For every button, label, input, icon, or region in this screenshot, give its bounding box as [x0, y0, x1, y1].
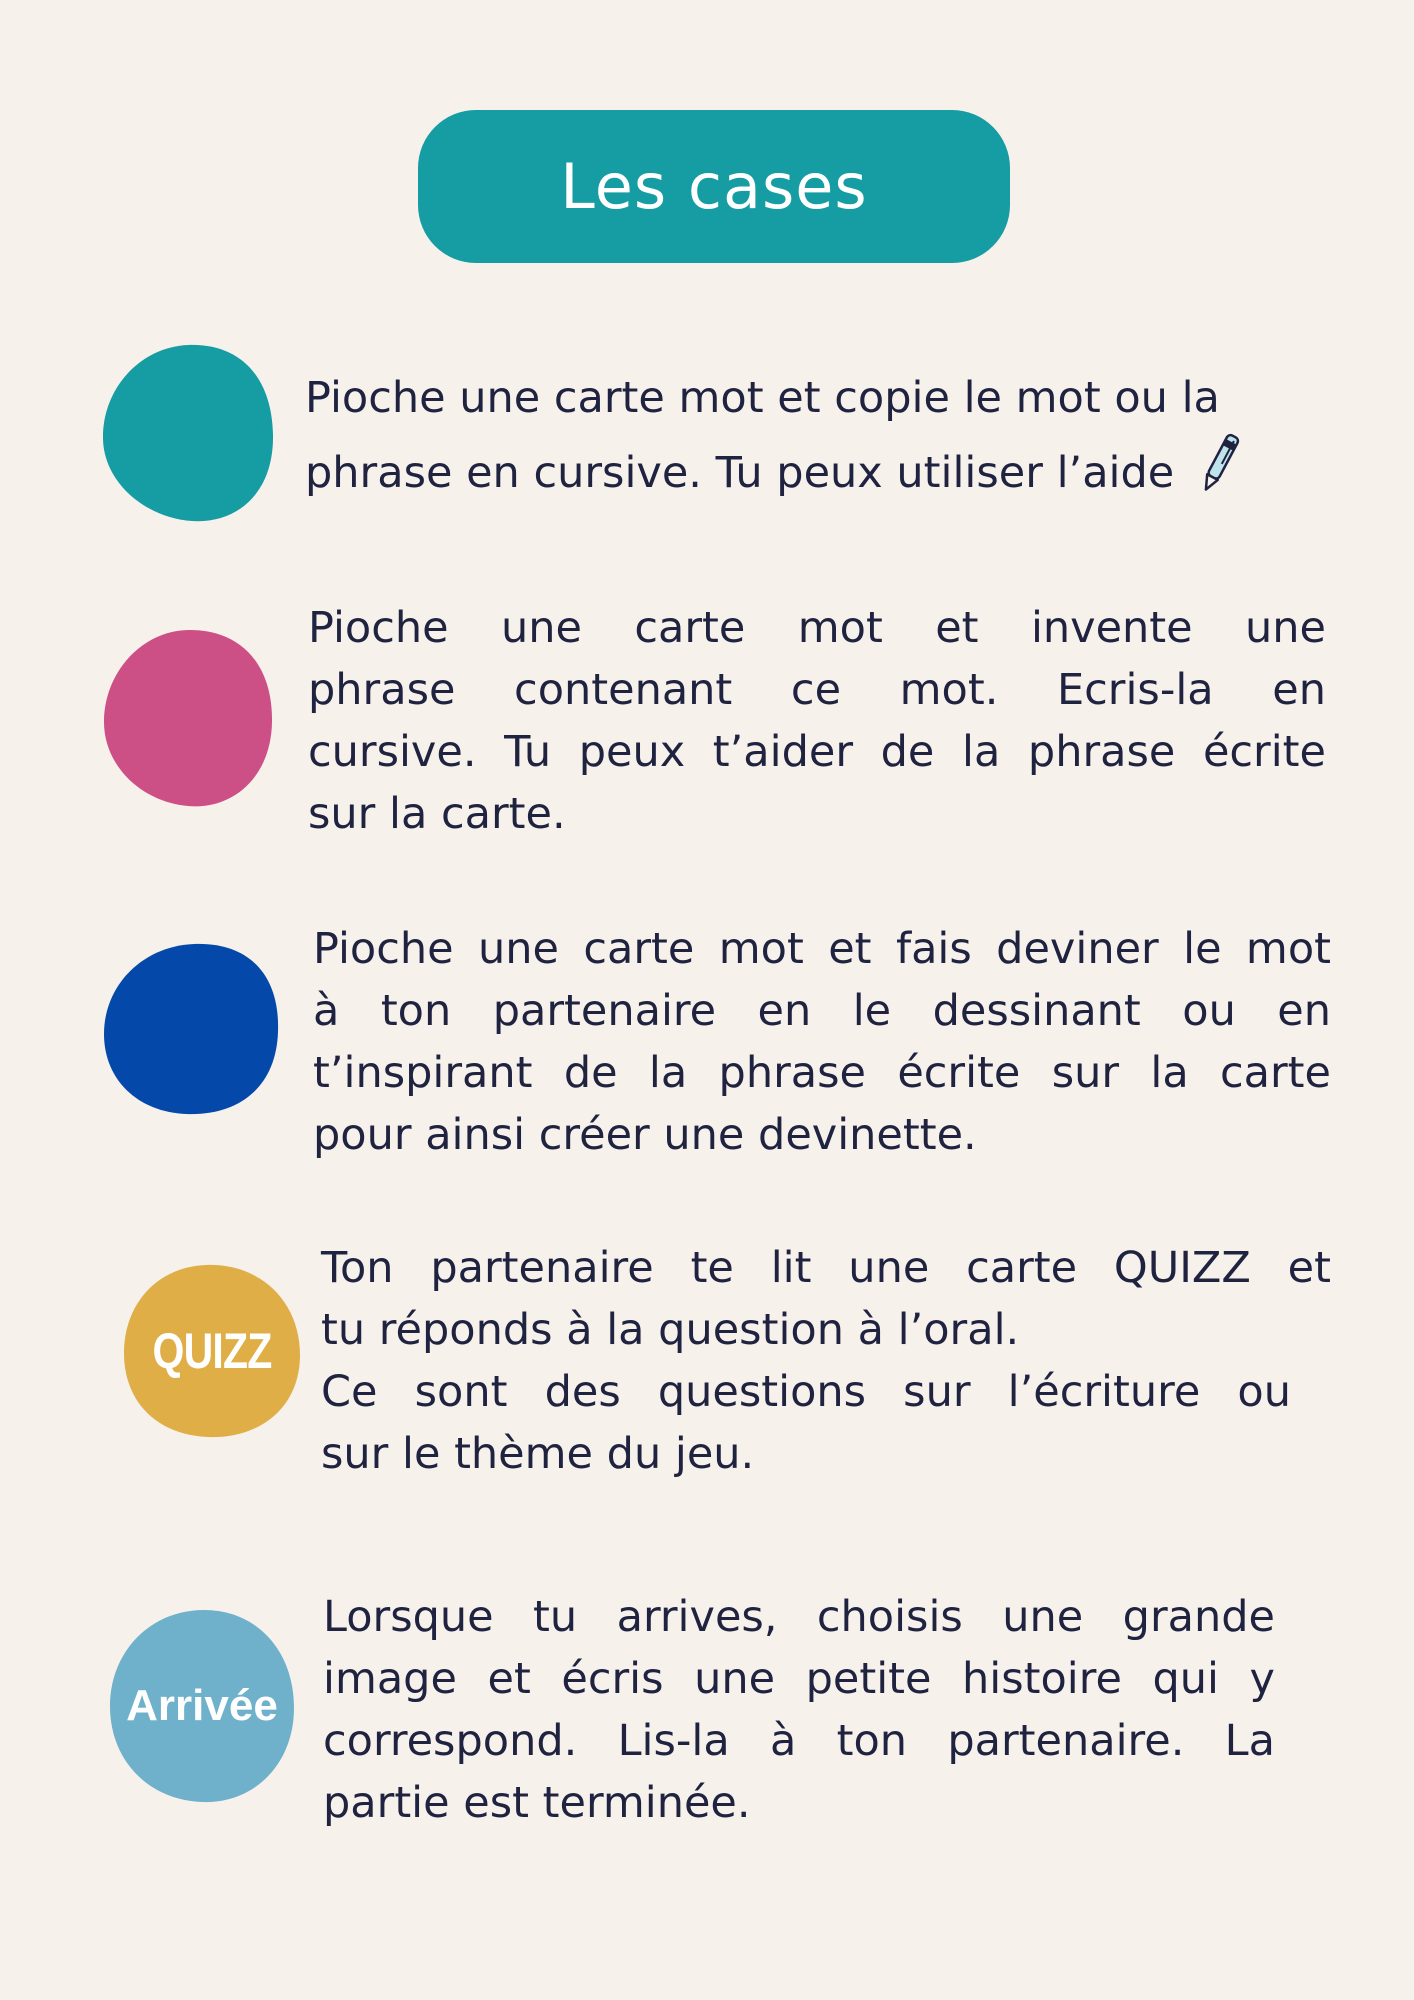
arrivee-badge: Arrivée [126, 1681, 278, 1730]
text-line: sur le thème du jeu. [321, 1429, 755, 1479]
text-line: correspond. Lis-la à ton partenaire. La [323, 1716, 1275, 1766]
text-line: phrase en cursive. Tu peux utiliser l’aide [305, 448, 1175, 498]
quizz-badge: QUIZZ [152, 1323, 272, 1379]
pen-icon [1198, 429, 1242, 514]
text-line: pour ainsi créer une devinette. [313, 1110, 977, 1160]
text-line: partie est terminée. [323, 1778, 751, 1828]
case-description [308, 597, 1326, 845]
text-line: sur la carte. [308, 789, 566, 839]
text-line: Pioche une carte mot et invente une [308, 603, 1326, 653]
text-line: tu réponds à la question à l’oral. [321, 1305, 1020, 1355]
teal-case-marker [102, 343, 274, 523]
text-line: phrase contenant ce mot. Ecris-la en [308, 665, 1326, 715]
title-banner [418, 110, 1010, 263]
text-line: cursive. Tu peux t’aider de la phrase écrite [308, 727, 1326, 777]
case-description [321, 1237, 1331, 1485]
blue-case-marker [102, 942, 280, 1116]
text-line: Ce sont des questions sur l’écriture ou [321, 1367, 1291, 1417]
text-line: Lorsque tu arrives, choisis une grande [323, 1592, 1275, 1642]
text-line: Ton partenaire te lit une carte QUIZZ et [321, 1243, 1331, 1293]
page-title: Les cases [560, 150, 868, 223]
pink-case-marker [102, 628, 274, 808]
text-line: à ton partenaire en le dessinant ou en [313, 986, 1331, 1036]
case-description [323, 1586, 1275, 1834]
text-line: t’inspirant de la phrase écrite sur la carte [313, 1048, 1331, 1098]
case-description [305, 367, 1335, 514]
quizz-case-marker [122, 1263, 302, 1439]
text-line: Pioche une carte mot et fais deviner le mot [313, 924, 1331, 974]
arrivee-case-marker [108, 1608, 296, 1804]
text-line: Pioche une carte mot et copie le mot ou la [305, 373, 1220, 423]
case-description [313, 918, 1331, 1166]
text-line: image et écris une petite histoire qui y [323, 1654, 1275, 1704]
